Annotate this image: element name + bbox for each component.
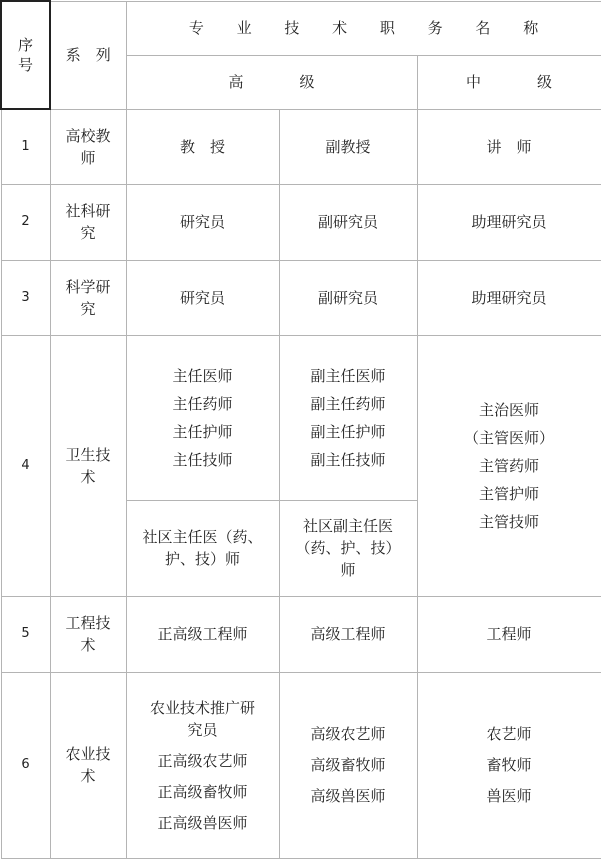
row-series: 工程技 术 [50,596,126,672]
row-seq: 6 [1,672,50,858]
title-item: 主任护师 [172,422,233,441]
title-item: 主管药师 [479,456,540,475]
header-title-cell [126,1,601,55]
title-item: 正高级畜牧师 [157,782,248,801]
title-item: 高级畜牧师 [310,756,386,774]
title-item: 畜牧师 [486,756,532,774]
table-row [1,109,601,184]
table-row [1,672,601,858]
row-senior-b-community: 社区副主任医 （药、护、技） 师 [279,500,417,596]
title-item: 究员 [187,720,218,739]
table-row [1,184,601,260]
row-senior-a-community: 社区主任医（药、 护、技）师 [126,500,279,596]
row-middle: 助理研究员 [417,260,601,335]
title-item: 正高级农艺师 [157,751,248,770]
row-seq: 1 [1,109,50,184]
header-middle-char-2: 级 [537,73,553,91]
row-series: 科学研 究 [50,260,126,335]
table-row [1,596,601,672]
row-seq: 2 [1,184,50,260]
row-seq: 5 [1,596,50,672]
row-series: 农业技 术 [50,672,126,858]
row-senior-b: 副教授 [279,109,417,184]
header-series-label: 系 列 [65,46,111,64]
title-item: 主任药师 [172,394,233,413]
header-senior-char-1: 高 [228,73,244,91]
title-item: 农艺师 [486,725,532,743]
row-senior-b: 副研究员 [279,260,417,335]
row-middle: 讲 师 [417,109,601,184]
row-seq: 4 [1,335,50,596]
row-senior-b: 副研究员 [279,184,417,260]
header-seq-cell [1,1,50,109]
table-row [1,335,601,500]
row-senior-a [126,672,279,858]
header-seq-char-1: 序 [17,36,33,54]
header-middle-cell [417,55,601,109]
row-series: 卫生技 术 [50,335,126,596]
row-senior-b [279,672,417,858]
row-middle [417,672,601,858]
row-middle [417,335,601,596]
row-senior-b: 高级工程师 [279,596,417,672]
title-item: 主任医师 [172,366,233,385]
title-item: 农业技术推广研 [149,698,255,717]
title-item: 兽医师 [486,787,532,805]
row-senior-a: 研究员 [126,260,279,335]
title-item: 主管技师 [479,512,540,531]
header-senior-char-2: 级 [299,73,315,91]
header-title: 专 业 技 术 职 务 名 称 [188,19,553,37]
title-item: 副主任护师 [310,422,386,441]
title-item: 副主任技师 [310,450,386,469]
row-senior-b [279,335,417,500]
row-senior-a: 教 授 [126,109,279,184]
title-item: 主管护师 [479,484,540,503]
title-item: 正高级兽医师 [157,813,248,832]
title-item: （主管医师） [464,428,555,447]
row-series: 高校教 师 [50,109,126,184]
header-series-cell [50,1,126,109]
row-senior-a [126,335,279,500]
title-item: 主治医师 [479,400,540,419]
row-senior-a: 正高级工程师 [126,596,279,672]
title-item: 副主任药师 [310,394,386,413]
table-row [1,260,601,335]
title-item: 高级兽医师 [310,787,386,805]
header-middle-char-1: 中 [466,73,482,91]
title-item: 高级农艺师 [310,725,386,743]
title-item: 主任技师 [172,450,233,469]
row-middle: 工程师 [417,596,601,672]
header-seq-char-2: 号 [17,56,33,74]
header-senior-cell [126,55,417,109]
row-series: 社科研 究 [50,184,126,260]
row-senior-a: 研究员 [126,184,279,260]
row-seq: 3 [1,260,50,335]
title-item: 副主任医师 [310,366,386,385]
row-middle: 助理研究员 [417,184,601,260]
